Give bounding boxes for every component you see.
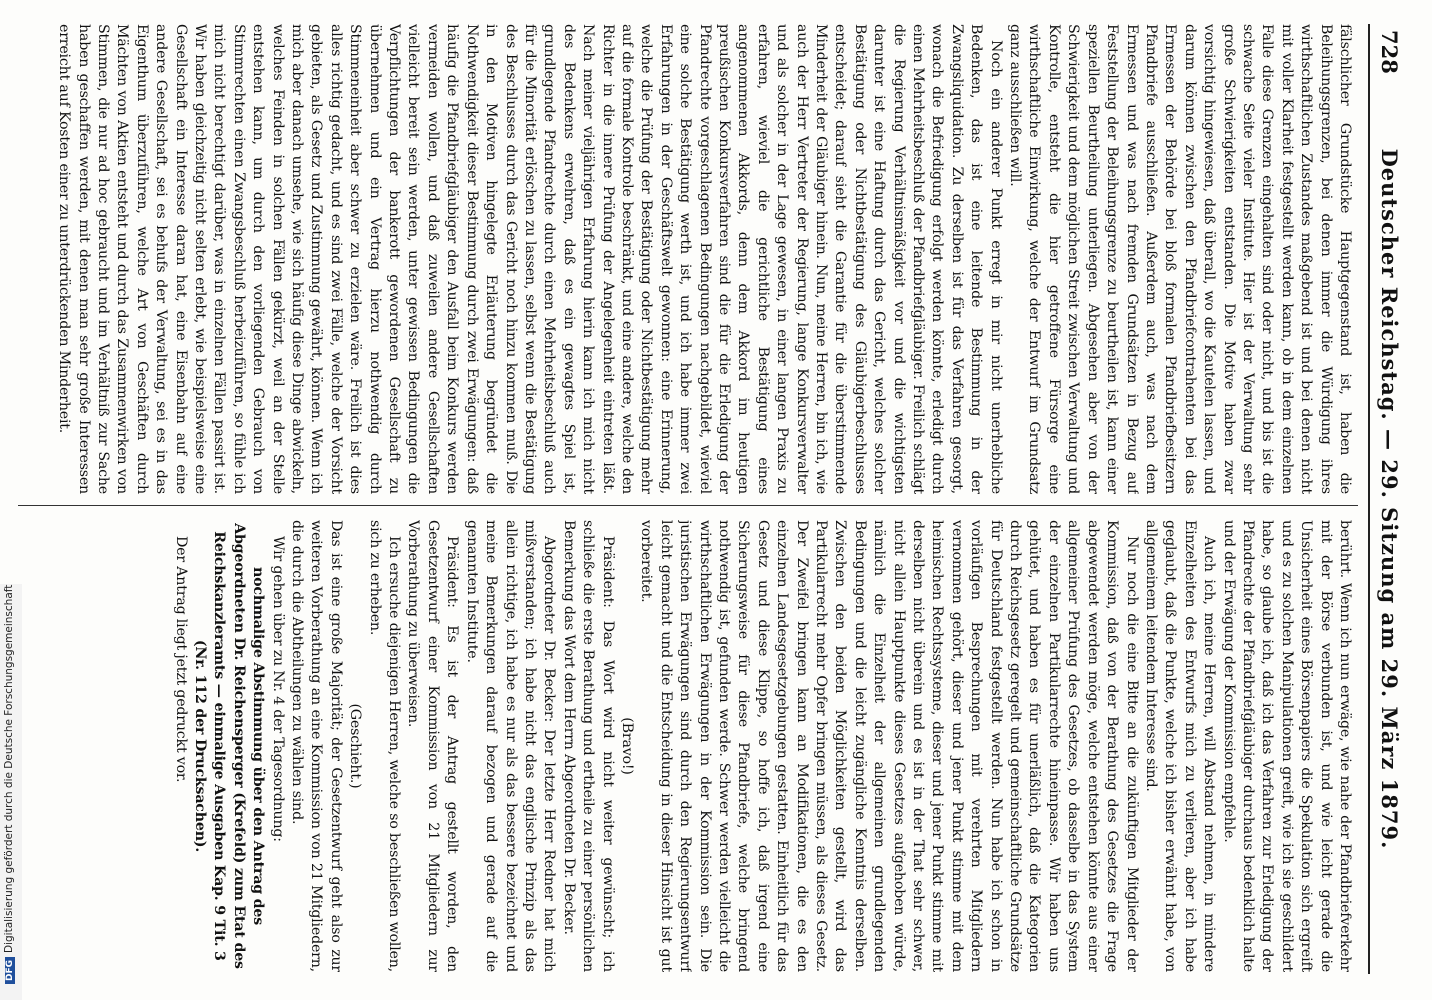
paragraph: Wir gehen über zu Nr. 4 der Tagesordnung: bbox=[269, 536, 286, 842]
paragraph: berührt. Wenn ich nun erwäge, wie nahe der Pfandbriefverkehr mit der Börse verbunden ist, und wie leicht gerade die Unsicherheit eines Börsenpapiers die Spekulation sich ergreift und es zu solchen Manipulationen greift, wie ich sie geschildert habe, so glaube ich, daß ich das Verfahren zur Erledigung der Pfandrechte der Pfandbriefgläubiger durchaus bedenklich halte und der Erwägung der Kommission empfehle. bbox=[1220, 520, 1353, 972]
digitization-credit-strip bbox=[0, 584, 22, 1000]
column-divider bbox=[18, 505, 1358, 506]
credit-text: Digitalisierung gefördert durch die Deutsche Forschungsgemeinschaft bbox=[3, 584, 15, 953]
credit-text-wrapper bbox=[3, 584, 15, 984]
running-header bbox=[1368, 24, 1410, 974]
paragraph: Ich ersuche diejenigen Herren, welche so beschließen wollen, sich zu erheben. bbox=[366, 520, 403, 972]
paragraph: Abgeordneter Dr. Becker: Der letzte Herr Redner hat mich mißverstanden; ich habe nicht das englische Prinzip als das allein richtige, ich habe es nur als das bessere bezeichnet und meine Bemerkungen darauf bezogen und gerade auf die genannten Institute. bbox=[463, 520, 558, 972]
right-column bbox=[14, 520, 1354, 972]
paragraph: Auch ich, meine Herren, will Abstand nehmen, in mindere Einzelheiten des Entwurfs mich zu verlieren, aber ich habe geglaubt, daß die Punkte, welche ich bisher erwähnt habe, von allgemeinem leitendem Interesse sind. bbox=[1142, 520, 1218, 972]
agenda-item: nochmalige Abstimmung über den Antrag des Abgeordneten Dr. Reichensperger (Krefeld) zum Etat des Reichskanzleramts — einmalige Ausgaben Kap. 9 Tit. 3 (Nr. 112 der Drucksachen). bbox=[192, 523, 267, 969]
paragraph: fälschlicher Grundstücke Hauptgegenstand ist, haben die Beleihungsgrenzen, bei denen immer die Würdigung ihres wirthschaftlichen Zustandes maßgebend ist und bei denen nicht mit voller Klarheit festgestellt werden kann, ob in dem einzelnen Falle diese Grenzen eingehalten sind oder nicht, und bis ist die schwache Seite vieler Institute. Hier ist der Verwaltung sehr große Schwierigkeiten entstanden. Die Motive haben zwar vorsichtig hingewiesen, daß überall, wo die Kautelen lassen, und darum können zwischen den Pfandbriefcontrahenten bei das Ermessen der Behörde bei bloß formalen Pfandbriefbesitzern Pfandbriefe ausschließen. Außerdem auch, was nach dem Ermessen und was nach fremden Grundsätzen in Bezug auf Feststellung der Beleihungsgrenze zu beurtheilen ist, kann einer speziellen Beurtheilung unterliegen. Abgesehen aber von der Schwierigkeit und dem möglichen Streit zwischen Verwaltung und Kontrolle, entsteht die hier getroffene Fürsorge eine wirthschaftliche Einwirkung, welche der Entwurf im Grundsatz ganz ausschließen will. bbox=[1007, 24, 1353, 494]
page-number: 728 bbox=[1377, 30, 1402, 74]
left-column bbox=[14, 24, 1354, 494]
running-title: Deutscher Reichstag. — 29. Sitzung am 29. März 1879. bbox=[1377, 148, 1402, 850]
stage-note: (Geschieht.) bbox=[347, 703, 364, 789]
paragraph: Das ist eine große Majorität; der Gesetzentwurf geht also zur weiteren Vorberathung an eine Kommission von 21 Mitgliedern, die durch die Abtheilungen zu wählen sind. bbox=[289, 520, 344, 972]
paragraph: Nur noch die eine Bitte an die zukünftigen Mitglieder der Kommission, daß von der Berathung des Gesetzes die Frage abgewendet werden möge, welche entstehen könnte aus einer allgemeiner Prüfung des Gesetzes, ob dasselbe in das System der einzelnen Partikularrechte hineinpasse. Wir haben uns gehütet, und haben es für unerläßlich, daß die Kategorien durch Reichsgesetz geregelt und gemeinschaftliche Grundsätze für Deutschland festgestellt werden. Nun habe ich schon in vorläufigen Besprechungen mit verehrten Mitgliedern vernommen gehört, dieser und jener Punkt stimme mit dem heimischen Rechtssysteme, dieser und jener Punkt stimme mit derselben nicht überein und es ist in der That sehr schwer, nicht allein Hauptpunkte dieses Gesetzes aufgehoben würde, nämlich die Einzelheit der allgemeinen grundlegenden Bedingungen und die leicht zugängliche Kenntnis derselben. Zwischen den beiden Möglichkeiten gestellt, wird das Partikularrecht mehr Opfer bringen müssen, als dieses Gesetz. Der Zweifel bringen kann an Modifikationen, die es den einzelnen Landesgesetzgebungen gestatten. Einheitlich für das Gesetz und diese Klippe, so hoffe ich, daß irgend eine Sicherungsweise für diese Pfandbriefe, welche bringend nothwendig ist, gefunden werde. Schwer werden vielleicht die wirthschaftlichen Erwägungen in der Kommission sein. Die juristischen Erwägungen sind durch den Regierungsentwurf leicht gemacht und die Entscheidung in dieser Hinsicht ist gut vorbereitet. bbox=[638, 520, 1140, 972]
paragraph: Der Antrag liegt jetzt gedruckt vor. bbox=[172, 536, 189, 783]
applause-note: (Bravo!) bbox=[618, 717, 635, 775]
paragraph: Präsident: Es ist der Antrag gestellt worden, den Gesetzentwurf einer Kommission von 21 Mitgliedern zur Vorberathung zu überweisen. bbox=[405, 520, 461, 972]
paragraph: Noch ein anderer Punkt erregt in mir nicht unerhebliche Bedenken, das ist eine leitende Bestimmung in der Zwangsliquidation. Zu derselben ist für das Verfahren gesorgt, wonach die Befriedigung erfolgt werden könnte, erledigt durch einen Mehrheitsbeschluß der Pfandbriefgläubiger. Freilich schlägt die Regierung Verhältnismäßigkeit vor und die wichtigsten darunter ist eine Haftung durch das Gericht, welches solcher Bestätigung oder Nichtbestätigung des Gläubigerbeschlusses entscheidet; darauf sieht die Garantie für die überstimmende Minderheit der Gläubiger hinein. Nun, meine Herren, bin ich, wie auch der Herr Vertreter der Regierung, lange Konkursverwalter und als solcher in der Lage gewesen, in einer langen Praxis zu erfahren, wieviel die gerichtliche Bestätigung eines angenommenen Akkords, denn dem Akkord im heutigen preußischen Konkursverfahren sind die für die Erledigung der Pfandrechte vorgeschlagenen Bedingungen nachgebildet, wieviel eine solche Bestätigung werth ist, und ich habe immer zwei Erfahrungen in der Geschäftswelt gewonnen: eine Erinnerung, welche die Prüfung der Bestätigung oder Nichtbestätigung mehr auf die formale Kontrole beschränkt, und eine andere, welche den Richter in die innere Prüfung der Angelegenheit eintreten läßt. Nach meiner vieljährigen Erfahrung hierin kann ich mich nicht des Bedenkens erwehren, daß es ein gewagtes Spiel ist, grundlegende Pfandrechte durch einen Mehrheitsbeschluß auch für die Minorität erlöschen zu lassen, selbst wenn die Bestätigung des Beschlusses durch das Gericht noch hinzu kommen muß. Die in den Motiven hingelegte Erläuterung begründet die Nothwendigkeit dieser Bestimmung durch zwei Erwägungen: daß häufig die Pfandbriefgläubiger den Ausfall beim Konkurs werden vermeiden wollen, und daß zuweilen andere Gesellschaften vielleicht bereit sein werden, unter gewissen Bedingungen die Verpflichtungen der bankerott gewordenen Gesellschaft zu übernehmen und ein Vertrag hierzu nothwendig durch Stimmeneinheit aber schwer zu erzielen wäre. Freilich ist dies alles richtig gedacht, und es sind zwei Fälle, welche der Vorsicht gebieten, als Gesetz und Zustimmung gewährt, können. Wenn ich mich aber danach umsehe, wie sich häufig diese Dinge abwickeln, welches Feinden in solchen Fällen gekürzt, weil an der Stelle entstehen kann, um durch den vorliegenden Gebrauch von Stimmrechten einen Zwangsbeschluß herbeizuführen, so fühle ich mich nicht berechtigt darüber, was in einzelnen Fällen passirt ist. Wir haben gleichzeitig nicht selten erlebt, wie beispielsweise eine Gesellschaft ein Interesse daran hat, eine Eisenbahn auf eine andere Gesellschaft, sei es behufs der Verwaltung, sei es in das Eigenthum überzuführen, welche Art von Geschäften durch Mächten von Aktien entsteht und durch das Zusammenwirken von Stimmen, die nur ad hoc gebraucht und im Verhältniß zur Sache haben geschaffen werden, mit denen man sehr große Interessen erreicht auf Kosten einer zu unterdrückenden Minderheit. bbox=[56, 24, 1004, 494]
paragraph: Präsident: Das Wort wird nicht weiter gewünscht; ich schließe die erste Berathung und ertheile zu einer persönlichen Bemerkung das Wort dem Herrn Abgeordneten Dr. Becker. bbox=[560, 520, 616, 972]
dfg-logo: DFG bbox=[5, 957, 15, 984]
